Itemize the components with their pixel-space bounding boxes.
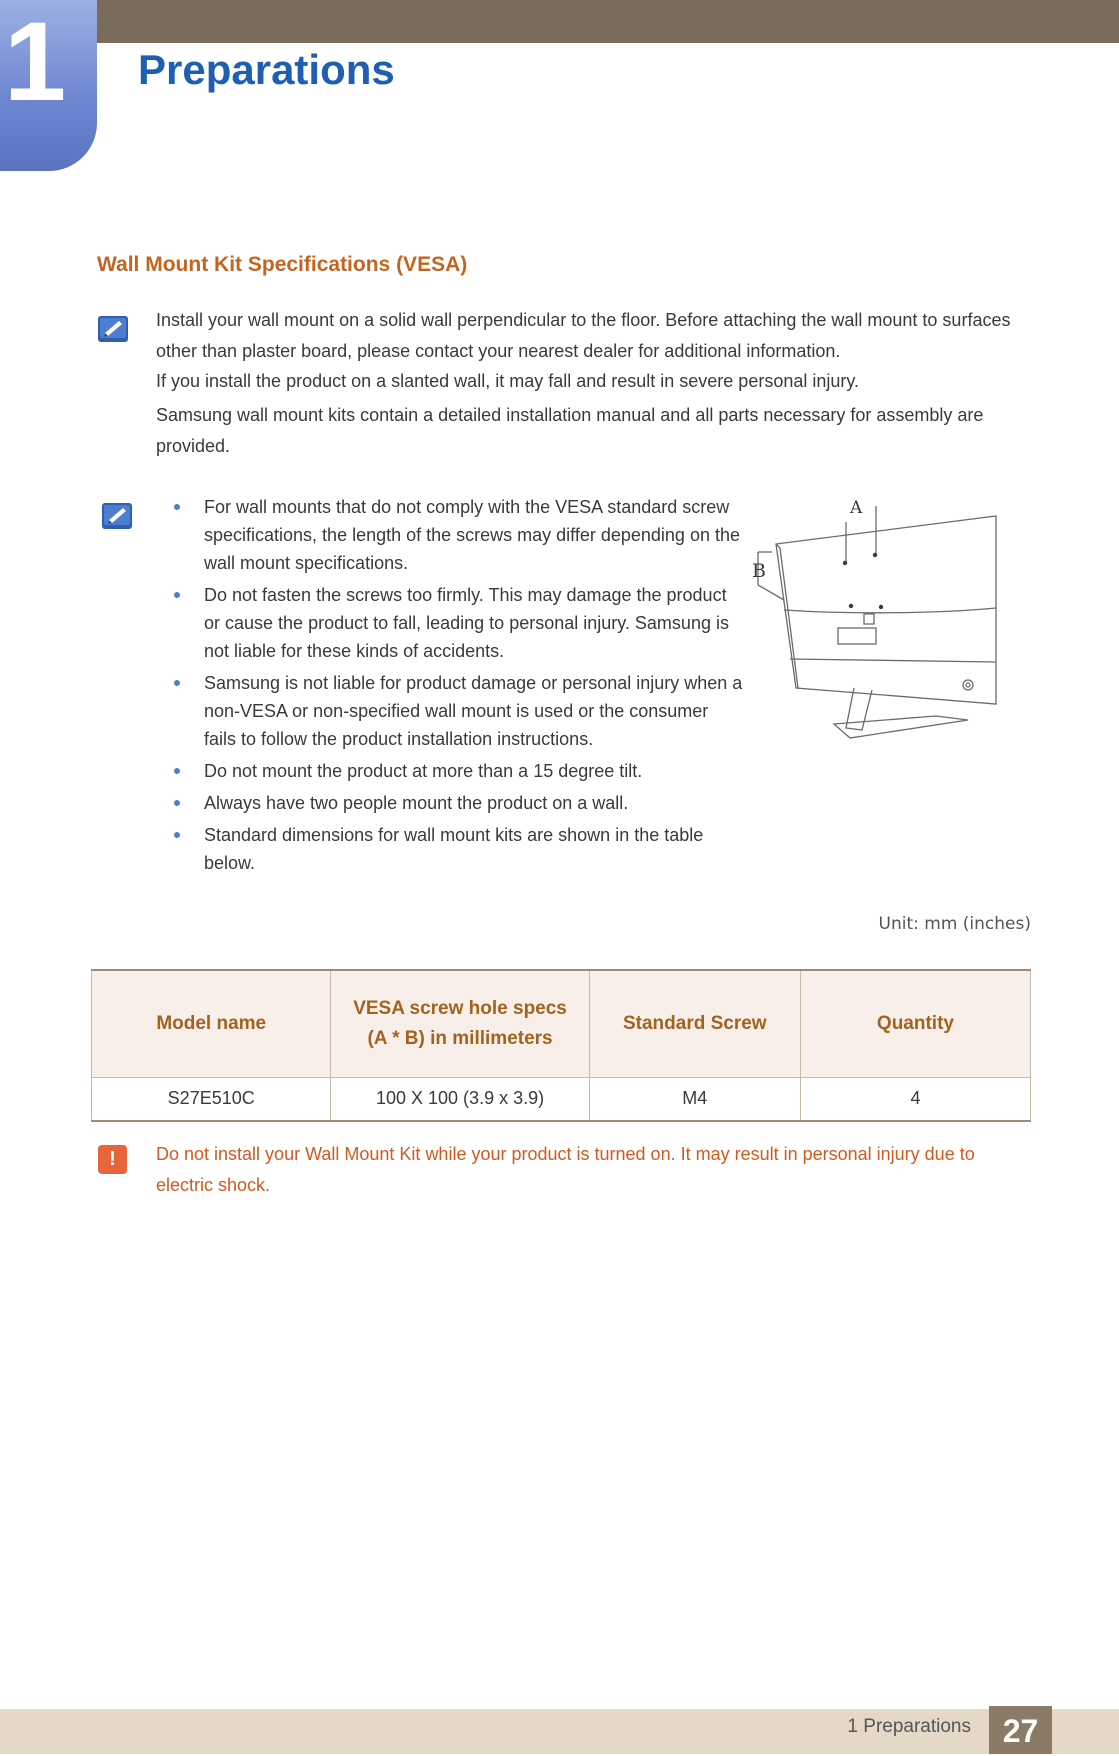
list-item: Always have two people mount the product on a wall. [170,789,744,817]
list-item: Do not fasten the screws too firmly. This may damage the product or cause the product to fall, leading to personal injury. Samsung is not liable for these kinds of accidents. [170,581,744,665]
unit-label: Unit: mm (inches) [878,914,1031,934]
list-item: For wall mounts that do not comply with the VESA standard screw specifications, the length of the screws may differ depending on the wall mount specifications. [170,493,744,577]
page-number: 27 [989,1706,1052,1754]
chapter-tab [0,0,97,171]
top-header-bar [0,0,1119,43]
vesa-spec-table [91,969,1031,1122]
bullet-dot-icon [174,800,180,806]
note-bullet-list [170,493,744,881]
diagram-label-a: A [850,498,863,518]
table-header-row [92,970,1031,1077]
bullet-dot-icon [174,504,180,510]
note-pencil-icon [101,500,135,532]
footer-chapter-label: 1 Preparations [847,1716,971,1737]
section-title: Wall Mount Kit Specifications (VESA) [97,253,468,276]
warning-text: Do not install your Wall Mount Kit while your product is turned on. It may result in personal injury due to electric shock. [156,1144,975,1195]
diagram-label-b: B [752,560,766,582]
bullet-dot-icon [174,680,180,686]
column-header-vesa-specs: VESA screw hole specs (A * B) in millimeters [331,970,589,1077]
warning-icon: ! [98,1145,127,1174]
chapter-number: 1 [3,0,67,124]
table-row [92,1077,1031,1121]
column-header-standard-screw: Standard Screw [589,970,800,1077]
column-header-quantity: Quantity [800,970,1030,1077]
intro-paragraph-1: Install your wall mount on a solid wall perpendicular to the floor. Before attaching the wall mount to surfaces other than plaster board, please contact your nearest dealer for additional information. [156,310,1011,361]
list-item: Standard dimensions for wall mount kits are shown in the table below. [170,821,744,877]
intro-paragraph-3: Samsung wall mount kits contain a detailed installation manual and all parts necessary for assembly are provided. [156,405,984,456]
bullet-dot-icon [174,592,180,598]
cell-quantity: 4 [800,1077,1030,1121]
intro-paragraph-2: If you install the product on a slanted wall, it may fall and result in severe personal injury. [156,371,860,391]
cell-vesa-specs: 100 X 100 (3.9 x 3.9) [331,1077,589,1121]
list-item: Do not mount the product at more than a 15 degree tilt. [170,757,744,785]
bullet-dot-icon [174,768,180,774]
note-pencil-icon [97,313,131,345]
cell-model-name: S27E510C [92,1077,331,1121]
monitor-back-diagram [754,492,1006,744]
chapter-title: Preparations [138,46,395,93]
bullet-dot-icon [174,832,180,838]
list-item: Samsung is not liable for product damage or personal injury when a non-VESA or non-specified wall mount is used or the consumer fails to follow the product installation instructions. [170,669,744,753]
column-header-model-name: Model name [92,970,331,1077]
cell-standard-screw: M4 [589,1077,800,1121]
